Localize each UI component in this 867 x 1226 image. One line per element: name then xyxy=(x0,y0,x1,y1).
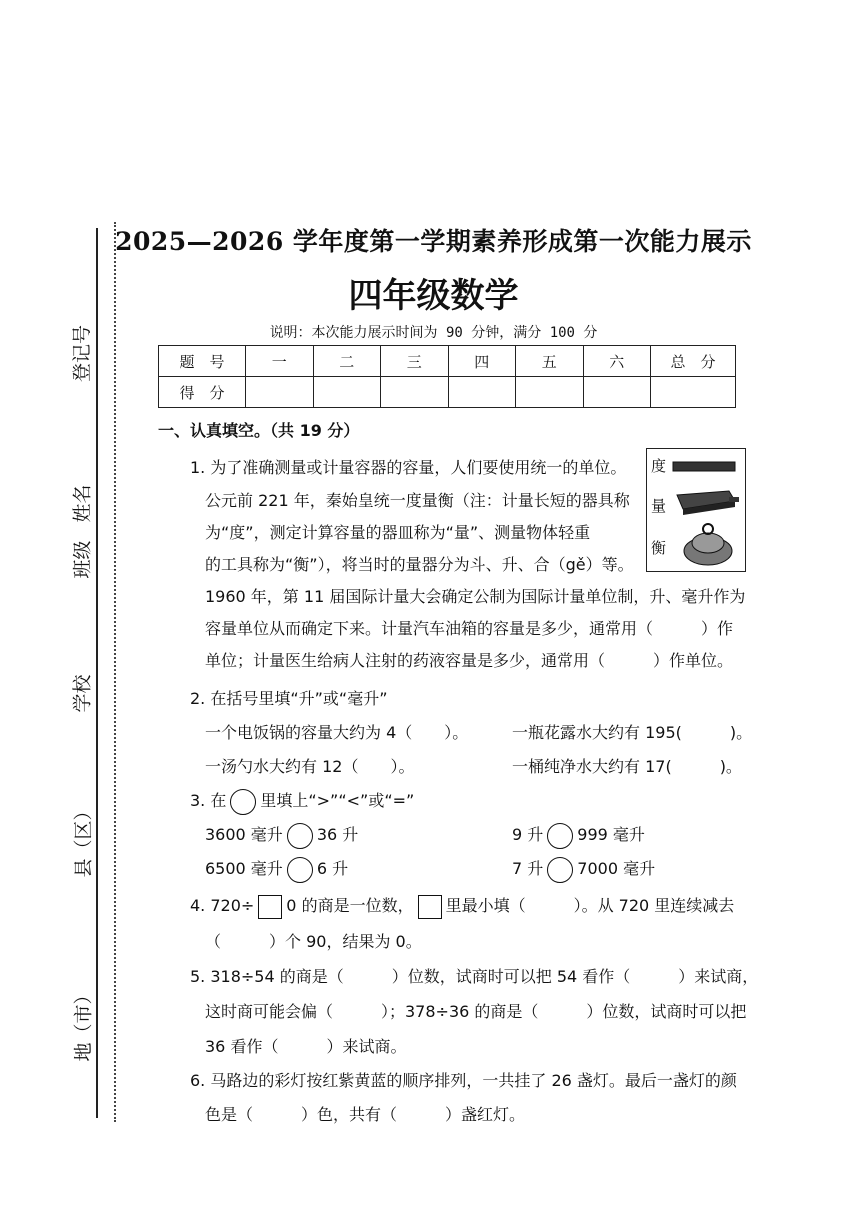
binding-registration-label: 登记号 xyxy=(71,324,94,383)
table-cell: 五 xyxy=(516,346,584,377)
q5-line: 36 看作（ ）来试商。 xyxy=(205,1037,407,1056)
q1-line: 容量单位从而确定下来。计量汽车油箱的容量是多少，通常用（ ）作 xyxy=(205,619,734,638)
table-cell: 二 xyxy=(313,346,381,377)
binding-county-label: 县（区） xyxy=(72,801,95,878)
table-cell: 三 xyxy=(381,346,449,377)
q1-line: 为“度”，测定计算容量的器皿称为“量”、测量物体轻重 xyxy=(205,523,591,542)
table-cell: 总 分 xyxy=(651,346,736,377)
q2-heading: 2. 在括号里填“升”或“毫升” xyxy=(190,689,388,708)
q4-part: 4. 720÷ xyxy=(190,896,255,915)
table-cell: 六 xyxy=(583,346,651,377)
q3-item xyxy=(512,822,645,849)
q3-item xyxy=(512,856,655,883)
compare-circle-input[interactable] xyxy=(287,823,313,849)
q3-right: 7000 毫升 xyxy=(577,859,656,878)
score-cell[interactable] xyxy=(583,377,651,408)
binding-class-label: 班级 xyxy=(71,540,94,579)
table-cell: 得 分 xyxy=(159,377,246,408)
q4-part: 0 的商是一位数， xyxy=(286,896,414,915)
score-table-score-row xyxy=(159,377,736,408)
score-table xyxy=(158,345,736,408)
binding-city-label: 地（市） xyxy=(72,985,95,1062)
q2-item: 一桶纯净水大约有 17( )。 xyxy=(512,757,742,776)
q3-left: 7 升 xyxy=(512,859,544,878)
q1-line: 的工具称为“衡”），将当时的量器分为斗、升、合（gě）等。 xyxy=(205,555,634,574)
q3-item xyxy=(205,822,358,849)
q3-right: 36 升 xyxy=(316,825,359,844)
q5-line: 这时商可能会偏（ ）；378÷36 的商是（ ）位数，试商时可以把 xyxy=(205,1002,747,1021)
exam-note: 说明：本次能力展示时间为 90 分钟，满分 100 分 xyxy=(269,325,598,341)
q3-left: 6500 毫升 xyxy=(205,859,283,878)
pic-label-du: 度 xyxy=(651,457,667,475)
score-table-header-row xyxy=(159,346,736,377)
weight-icon xyxy=(679,521,737,567)
q4-line: （ ）个 90，结果为 0。 xyxy=(205,932,422,951)
q1-line: 1960 年，第 11 届国际计量大会确定公制为国际计量单位制，升、毫升作为 xyxy=(205,587,746,606)
q3-left: 3600 毫升 xyxy=(205,825,283,844)
q3-left: 9 升 xyxy=(512,825,544,844)
exam-subtitle: 四年级数学 xyxy=(348,276,519,316)
q1-line: 单位；计量医生给病人注射的药液容量是多少，通常用（ ）作单位。 xyxy=(205,651,734,670)
q4-line xyxy=(190,893,734,919)
table-cell: 四 xyxy=(448,346,516,377)
q2-item: 一汤勺水大约有 12（ ）。 xyxy=(205,757,415,776)
score-cell[interactable] xyxy=(381,377,449,408)
q1-line: 公元前 221 年，秦始皇统一度量衡（注：计量长短的器具称 xyxy=(205,491,630,510)
q4-part: 里最小填（ ）。从 720 里连续减去 xyxy=(445,896,735,915)
measuring-ruler-icon xyxy=(671,459,739,475)
table-cell: 题 号 xyxy=(159,346,246,377)
score-cell[interactable] xyxy=(246,377,314,408)
measure-tools-image xyxy=(646,448,746,572)
table-cell: 一 xyxy=(246,346,314,377)
section-heading: 一、认真填空。（共 19 分） xyxy=(158,421,360,440)
pic-label-heng: 衡 xyxy=(651,539,667,557)
compare-circle-input[interactable] xyxy=(287,857,313,883)
q3-heading-post: 里填上“>”“<”或“=” xyxy=(260,791,415,810)
score-cell[interactable] xyxy=(313,377,381,408)
q1-line: 1. 为了准确测量或计量容器的容量，人们要使用统一的单位。 xyxy=(190,458,627,477)
pic-label-liang: 量 xyxy=(651,497,667,515)
q2-item: 一个电饭锅的容量大约为 4（ ）。 xyxy=(205,723,469,742)
compare-circle-input[interactable] xyxy=(547,857,573,883)
score-cell[interactable] xyxy=(651,377,736,408)
q5-line: 5. 318÷54 的商是（ ）位数，试商时可以把 54 看作（ ）来试商， xyxy=(190,967,759,986)
q3-right: 6 升 xyxy=(316,859,349,878)
q3-heading-pre: 3. 在 xyxy=(190,791,227,810)
compare-circle-icon xyxy=(230,789,256,815)
digit-box-input[interactable] xyxy=(258,895,282,919)
compare-circle-input[interactable] xyxy=(547,823,573,849)
binding-school-label: 学校 xyxy=(71,674,94,713)
exam-title: 2025—2026 学年度第一学期素养形成第一次能力展示 xyxy=(115,227,752,256)
q3-right: 999 毫升 xyxy=(577,825,645,844)
q6-line: 色是（ ）色，共有（ ）盏红灯。 xyxy=(205,1105,526,1124)
q3-item xyxy=(205,856,348,883)
q2-item: 一瓶花露水大约有 195( )。 xyxy=(512,723,753,742)
q6-line: 6. 马路边的彩灯按红紫黄蓝的顺序排列，一共挂了 26 盏灯。最后一盏灯的颜 xyxy=(190,1071,737,1090)
q3-heading xyxy=(190,788,414,815)
digit-box-icon xyxy=(418,895,442,919)
score-cell[interactable] xyxy=(448,377,516,408)
binding-line xyxy=(96,228,98,1118)
score-cell[interactable] xyxy=(516,377,584,408)
binding-name-label: 姓名 xyxy=(71,484,94,523)
measuring-vessel-icon xyxy=(673,485,741,519)
dotted-cut-line xyxy=(114,222,116,1122)
